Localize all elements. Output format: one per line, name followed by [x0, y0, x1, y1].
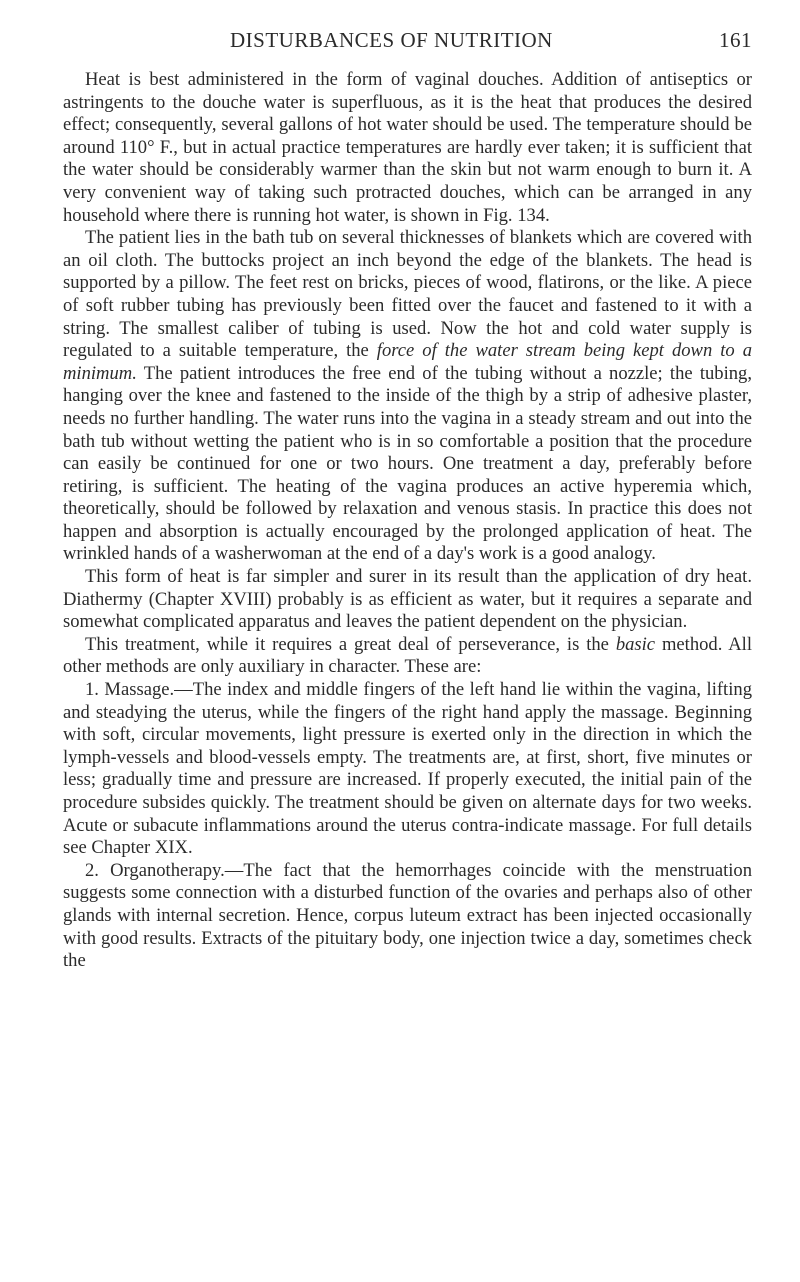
- paragraph-basic-method-part2: method. All other methods are only auxiliary in character. These are:: [63, 633, 753, 678]
- chapter-title: DISTURBANCES OF NUTRITION: [230, 28, 553, 52]
- paragraph-basic-method-part1: This treatment, while it requires a great deal of perseverance, is the: [85, 633, 616, 655]
- paragraph-bath-procedure-part1: The patient lies in the bath tub on several thicknesses of blankets which are covered with an oil cloth. The buttocks project an inch beyond the edge of the blankets. The head is supported by a pillow. The feet rest on bricks, pieces of wood, flatirons, or the like. A piece of soft rubber tubing has previously been fitted over the faucet and fastened to it with a string. The smallest caliber of tubing is used. Now the hot and cold water supply is regulated to a suitable temperature, the: [63, 227, 752, 362]
- emphasis-basic: basic: [615, 633, 656, 655]
- running-head: [64, 28, 752, 64]
- paragraph-bath-procedure: [63, 227, 752, 566]
- paragraph-organotherapy: 2. Organotherapy.—The fact that the hemorrhages coincide with the menstruation suggests some connection with a disturbed function of the ovaries and perhaps also of other glands with internal secretion. Hence, corpus luteum extract has been injected occasionally with good results. Extracts of the pituitary body, one injection twice a day, sometimes check the: [63, 859, 752, 972]
- paragraph-douches: Heat is best administered in the form of vaginal douches. Addition of antiseptics or astringents to the douche water is superfluous, as it is the heat that produces the desired effect; consequently, several gallons of hot water should be used. The temperature should be around 110° F., but in actual practice temperatures are hardly ever taken; it is sufficient that the water should be considerably warmer than the skin but not warm enough to burn it. A very convenient way of taking such protracted douches, which can be arranged in any household where there is running hot water, is shown in Fig. 134.: [63, 69, 752, 226]
- emphasis-water-stream: force of the water stream being kept down to a minimum.: [63, 340, 752, 384]
- paragraph-heat-comparison: This form of heat is far simpler and surer in its result than the application of dry heat. Diathermy (Chapter XVIII) probably is as efficient as water, but it requires a separate and somewhat complicated apparatus and leaves the patient dependent on the physician.: [63, 566, 752, 633]
- body-text: [63, 69, 752, 973]
- paragraph-bath-procedure-part2: The patient introduces the free end of the tubing without a nozzle; the tubing, hanging over the knee and fastened to the inside of the thigh by a strip of adhesive plaster, needs no further handling. The water runs into the vagina in a steady stream and out into the bath tub without wetting the patient who is in so comfortable a position that the procedure can easily be continued for one or two hours. One treatment a day, preferably before retiring, is sufficient. The heating of the vagina produces an active hyperemia which, theoretically, should be followed by relaxation and venous stasis. In practice this does not happen and absorption is actually encouraged by the prolonged application of heat. The wrinkled hands of a washerwoman at the end of a day's work is a good analogy.: [63, 362, 752, 565]
- page-number: 161: [719, 28, 752, 52]
- paragraph-basic-method: [63, 634, 752, 679]
- paragraph-massage: 1. Massage.—The index and middle fingers of the left hand lie within the vagina, lifting and steadying the uterus, while the fingers of the right hand apply the massage. Beginning with soft, circular movements, light pressure is exerted only in the direction in which the lymph-vessels and blood-vessels empty. The treatments are, at first, short, five minutes or less; gradually time and pressure are increased. If properly executed, the initial pain of the procedure subsides quickly. The treatment should be given on alternate days for two weeks. Acute or subacute inflammations around the uterus contra-indicate massage. For full details see Chapter XIX.: [63, 679, 752, 859]
